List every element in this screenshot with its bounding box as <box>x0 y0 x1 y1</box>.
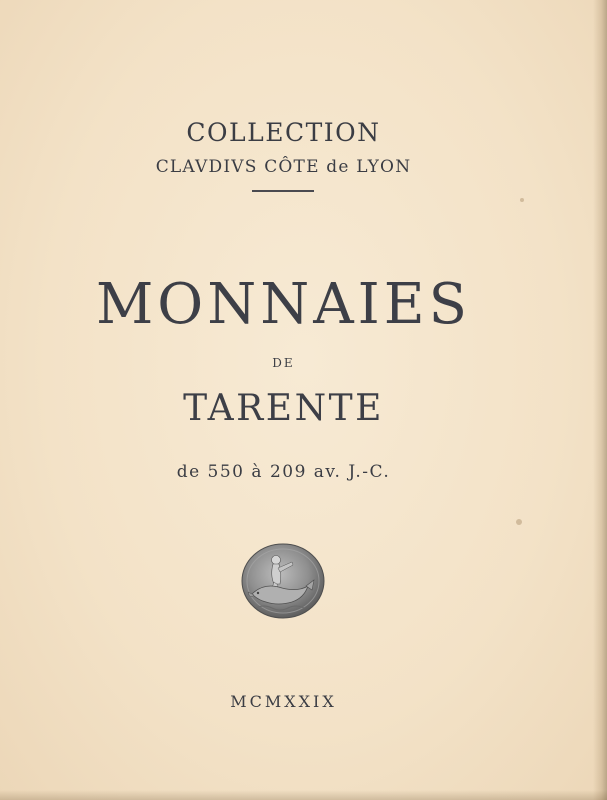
book-subject: TARENTE <box>183 388 384 429</box>
series-heading: COLLECTION <box>186 118 381 147</box>
coin-icon <box>240 542 326 620</box>
title-connector: DE <box>272 356 295 370</box>
publication-year: MCMXXIX <box>230 692 337 711</box>
cover-edge-bottom <box>0 790 607 800</box>
foxing-spot <box>516 519 522 525</box>
date-range: de 550 à 209 av. J.-C. <box>176 462 391 482</box>
cover-edge-right <box>593 0 607 800</box>
book-title: MONNAIES <box>95 272 472 337</box>
foxing-spot <box>520 198 524 202</box>
collection-owner: CLAVDIVS CÔTE de LYON <box>155 157 412 177</box>
divider-rule <box>252 190 314 192</box>
